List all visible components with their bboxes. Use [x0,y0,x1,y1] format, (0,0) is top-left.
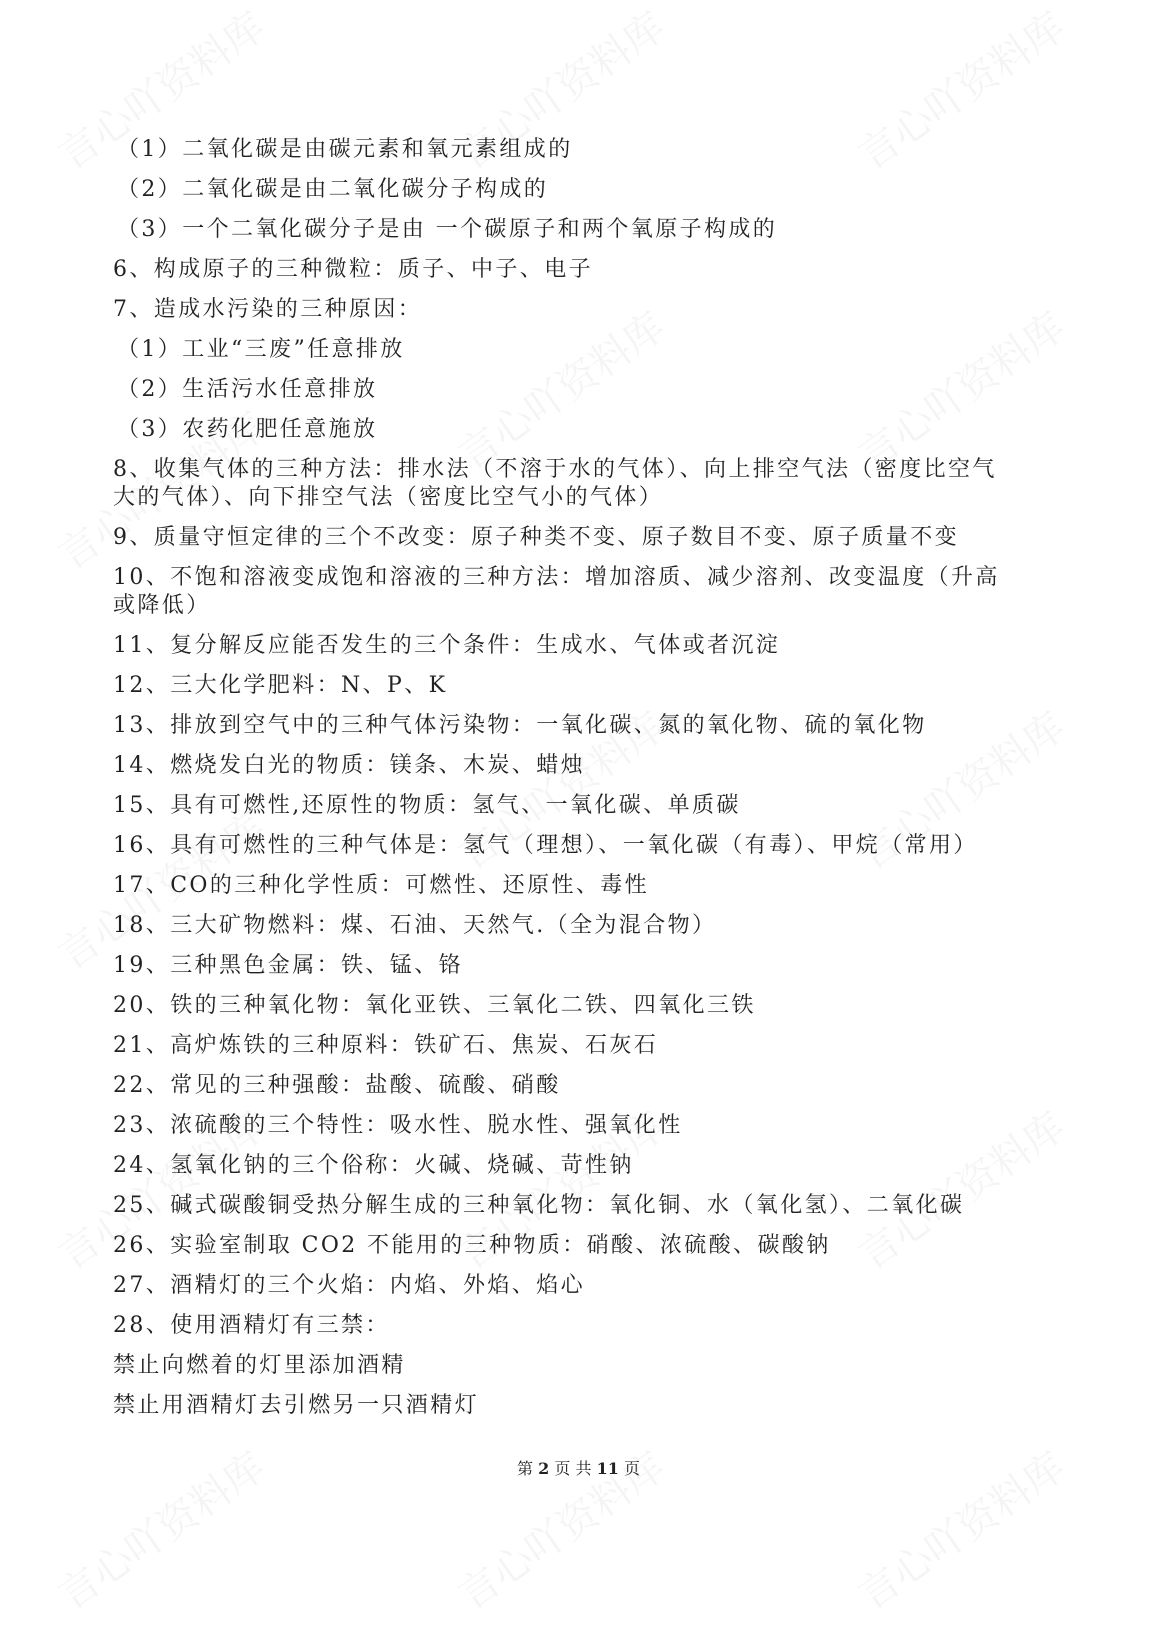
sub-item: （1）工业“三废”任意排放 [117,337,405,362]
current-page: 2 [538,1459,550,1478]
list-item: 28、使用酒精灯有三禁： [113,1313,390,1338]
list-item: 26、实验室制取 CO2 不能用的三种物质：硝酸、浓硫酸、碳酸钠 [113,1233,831,1258]
list-item: 12、三大化学肥料：N、P、K [113,673,448,698]
total-pages: 11 [596,1459,619,1478]
sub-item: （2）生活污水任意排放 [117,377,378,402]
page-footer [0,1456,1157,1479]
document-body [113,136,1001,1432]
footer-prefix: 第 [517,1459,534,1478]
sub-item: （3）农药化肥任意施放 [117,417,378,442]
list-item: 21、高炉炼铁的三种原料：铁矿石、焦炭、石灰石 [113,1033,659,1058]
list-item: 14、燃烧发白光的物质：镁条、木炭、蜡烛 [113,753,585,778]
list-item: 20、铁的三种氧化物：氧化亚铁、三氧化二铁、四氧化三铁 [113,993,756,1018]
list-item: 25、碱式碳酸铜受热分解生成的三种氧化物：氧化铜、水（氧化氢）、二氧化碳 [113,1193,965,1218]
list-item: 7、造成水污染的三种原因： [113,297,423,322]
list-item: 27、酒精灯的三个火焰：内焰、外焰、焰心 [113,1273,585,1298]
sub-item: （1）二氧化碳是由碳元素和氧元素组成的 [117,137,573,162]
list-item: 11、复分解反应能否发生的三个条件：生成水、气体或者沉淀 [113,633,781,658]
footer-suffix: 页 [623,1459,640,1478]
list-item: 24、氢氧化钠的三个俗称：火碱、烧碱、苛性钠 [113,1153,634,1178]
list-item: 18、三大矿物燃料：煤、石油、天然气.（全为混合物） [113,913,717,938]
list-item: 禁止向燃着的灯里添加酒精 [113,1353,406,1378]
list-item: 19、三种黑色金属：铁、锰、铬 [113,953,463,978]
list-item: 9、质量守恒定律的三个不改变：原子种类不变、原子数目不变、原子质量不变 [113,525,959,550]
list-item: 禁止用酒精灯去引燃另一只酒精灯 [113,1393,480,1418]
list-item: 13、排放到空气中的三种气体污染物：一氧化碳、氮的氧化物、硫的氧化物 [113,713,927,738]
footer-middle: 页 共 [554,1459,592,1478]
list-item: 10、不饱和溶液变成饱和溶液的三种方法：增加溶质、减少溶剂、改变温度（升高或降低） [113,565,1000,618]
sub-item: （2）二氧化碳是由二氧化碳分子构成的 [117,177,549,202]
list-item: 6、构成原子的三种微粒：质子、中子、电子 [113,257,593,282]
list-item: 16、具有可燃性的三种气体是：氢气（理想）、一氧化碳（有毒）、甲烷（常用） [113,833,978,858]
list-item: 8、收集气体的三种方法：排水法（不溶于水的气体）、向上排空气法（密度比空气大的气体）、向下排空气法（密度比空气小的气体） [113,457,997,510]
list-item: 17、CO的三种化学性质：可燃性、还原性、毒性 [113,873,650,898]
list-item: 15、具有可燃性,还原性的物质：氢气、一氧化碳、单质碳 [113,793,741,818]
list-item: 23、浓硫酸的三个特性：吸水性、脱水性、强氧化性 [113,1113,683,1138]
list-item: 22、常见的三种强酸：盐酸、硫酸、硝酸 [113,1073,561,1098]
sub-item: （3）一个二氧化碳分子是由 一个碳原子和两个氧原子构成的 [117,217,778,242]
